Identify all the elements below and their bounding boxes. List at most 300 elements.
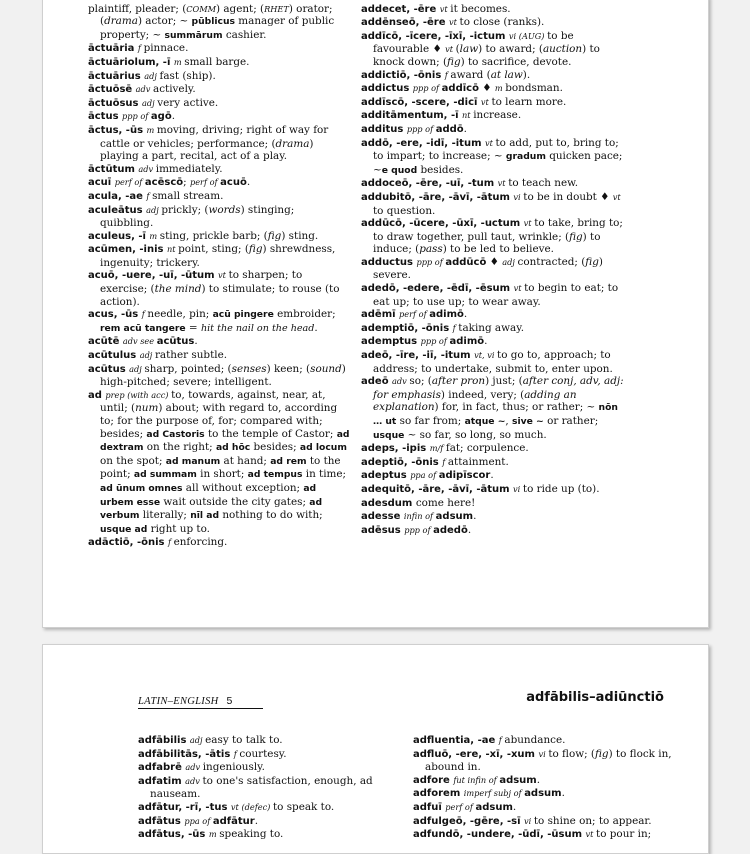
headword: addubitō, -āre, -āvī, -ātum xyxy=(361,191,514,203)
entry-text: f xyxy=(146,190,153,201)
entry-text: vi xyxy=(513,483,523,494)
entry-text: m xyxy=(146,124,157,135)
headword: adfulgeō, -gēre, -sī xyxy=(413,815,524,827)
entry-text: award ( xyxy=(450,68,491,81)
headword: adāctiō, -ōnis xyxy=(88,537,168,549)
headword: adedō xyxy=(433,524,468,536)
headword: addictus xyxy=(361,83,413,95)
entry-text: sharp, pointed; ( xyxy=(144,362,232,375)
entry-text: cashier. xyxy=(222,28,267,41)
entry-text: . xyxy=(484,335,488,348)
entry-text: acū pingere xyxy=(212,309,274,321)
entry-text: f xyxy=(442,456,448,467)
entry-text: fig xyxy=(585,255,599,268)
headword: āctus, -ūs xyxy=(88,124,147,136)
dictionary-entry xyxy=(361,256,626,282)
entry-text: ad Castoris xyxy=(146,428,205,440)
entry-text: ♦ xyxy=(486,255,503,268)
entry-text xyxy=(443,0,446,1)
dictionary-entry xyxy=(88,204,350,230)
entry-text: on the right; xyxy=(143,441,216,454)
dictionary-entry xyxy=(361,322,626,336)
headword: additus xyxy=(361,123,407,135)
headword: acūtulus xyxy=(88,350,140,362)
entry-text: law xyxy=(459,43,479,56)
entry-text: adj xyxy=(502,256,518,267)
dictionary-entry xyxy=(88,70,350,84)
entry-text: ) high-pitched; severe; intelligent. xyxy=(100,362,346,389)
dictionary-page-5 xyxy=(42,644,709,854)
dictionary-entry xyxy=(361,497,626,511)
headword: adfore xyxy=(413,774,454,786)
entry-text: ) to knock down; ( xyxy=(373,43,600,68)
headword: ademptus xyxy=(361,336,421,348)
entry-text: after conj, adv, adj: for emphasis xyxy=(373,375,624,401)
headword: acūtē xyxy=(88,336,123,348)
headword: addīscō, -scere, -dicī xyxy=(361,96,481,108)
headword: additāmentum, -ī xyxy=(361,110,463,122)
entry-text: moving, driving; right of way for cattle or vehicles; performance; ( xyxy=(100,123,329,150)
entry-text: to be favourable ♦ xyxy=(373,29,574,56)
headword: adsum xyxy=(435,511,474,523)
entry-text: ad dextram xyxy=(100,428,350,454)
entry-text: in time; xyxy=(302,468,347,481)
dictionary-entry xyxy=(361,335,626,349)
dictionary-entry xyxy=(138,734,398,748)
headword: adfundō, -undere, -ūdī, -ūsum xyxy=(413,829,586,841)
entry-text: wait outside the city gates; xyxy=(160,495,310,508)
dictionary-entry xyxy=(138,761,398,775)
dictionary-entry xyxy=(413,734,683,748)
entry-text: , xyxy=(505,415,513,427)
headword: adforem xyxy=(413,788,464,800)
entry-text: increase. xyxy=(473,109,522,122)
headword: āctuōsē xyxy=(88,84,136,96)
entry-text: perf of xyxy=(114,177,145,188)
entry-text: ) playing a part, recital, act of a play. xyxy=(100,137,314,163)
running-head-guide-words: adfābilis–adiūnctiō xyxy=(526,690,664,705)
entry-text: words xyxy=(208,203,241,216)
dictionary-entry xyxy=(88,42,350,56)
dictionary-entry xyxy=(88,243,350,269)
entry-text: abundance. xyxy=(504,734,566,746)
right-column xyxy=(413,734,683,842)
entry-text: vt (defec) xyxy=(230,801,273,812)
dictionary-entry xyxy=(361,16,626,30)
entry-text: adj xyxy=(144,70,160,81)
dictionary-entry xyxy=(361,123,626,137)
entry-text: ad verbum xyxy=(100,496,323,522)
dictionary-entry xyxy=(361,69,626,83)
entry-text: vt xyxy=(448,17,460,28)
headword: adfuī xyxy=(413,801,446,813)
entry-text: f xyxy=(141,309,148,320)
entry-text: ) severe. xyxy=(373,255,603,282)
entry-text: ; xyxy=(183,176,190,189)
entry-text xyxy=(283,0,287,1)
entry-text: the mind xyxy=(154,283,202,296)
entry-text: vt xyxy=(612,191,621,202)
dictionary-entry xyxy=(88,83,350,97)
headword: acūmen, -inis xyxy=(88,244,167,256)
entry-text: to flow; ( xyxy=(548,747,595,760)
entry-text: ppp of xyxy=(420,336,450,347)
entry-text: usque xyxy=(373,429,405,441)
entry-text: adv xyxy=(135,84,154,95)
entry-text: m/f xyxy=(429,443,446,454)
left-column xyxy=(138,734,398,842)
entry-text: m xyxy=(149,230,160,241)
headword xyxy=(420,0,443,1)
entry-text: in short; xyxy=(196,468,248,481)
dictionary-entry xyxy=(361,109,626,123)
dictionary-page-4 xyxy=(42,0,709,628)
entry-text: rem acū tangere xyxy=(100,322,186,334)
headword: adipīscor xyxy=(438,470,491,482)
entry-text: f xyxy=(233,748,240,759)
dictionary-entry xyxy=(88,536,350,550)
entry-text: ad ūnum omnes xyxy=(100,482,183,494)
headword: adfluō, -ere, -xī, -xum xyxy=(413,748,539,760)
entry-text: very active. xyxy=(157,96,219,109)
entry-text: ♦ xyxy=(478,82,495,95)
entry-text: vt xyxy=(445,44,456,55)
entry-text: to one's satisfaction, enough, ad nauseam. xyxy=(150,774,373,801)
headword: aculeus, -ī xyxy=(88,230,150,242)
headword: addūcō, -ūcere, -ūxī, -uctum xyxy=(361,218,524,230)
headword: āctūtum xyxy=(88,163,139,175)
entry-text: ppp of xyxy=(412,83,442,94)
entry-text: summārum xyxy=(164,29,223,41)
headword: adfluentia, -ae xyxy=(413,735,499,746)
entry-text: . xyxy=(536,773,541,786)
entry-text: . xyxy=(490,469,494,482)
entry-text: besides. xyxy=(417,163,464,176)
headword: acuō xyxy=(220,177,247,189)
headword: acus, -ūs xyxy=(88,309,142,321)
entry-text: easy to talk to. xyxy=(205,734,283,746)
dictionary-entry xyxy=(88,176,350,190)
entry-text: fig xyxy=(248,243,263,256)
entry-text: adv see xyxy=(122,336,157,347)
headword: āctuōsus xyxy=(88,97,142,109)
dictionary-entry xyxy=(138,815,398,829)
headword: addoceō, -ēre, -uī, -tum xyxy=(361,178,498,190)
entry-text: vi xyxy=(513,191,524,202)
entry-text: perf of xyxy=(399,309,430,320)
entry-text: ad summam xyxy=(133,469,197,481)
entry-text: ppp of xyxy=(406,123,436,134)
headword xyxy=(88,0,152,1)
entry-text: needle, pin; xyxy=(147,308,213,321)
entry-text: nt xyxy=(462,110,474,121)
entry-text: it becomes. xyxy=(450,2,511,15)
entry-text: . xyxy=(194,335,198,348)
entry-text: adj xyxy=(146,204,162,215)
entry-text: adj xyxy=(129,363,145,374)
headword: āctus xyxy=(88,111,123,123)
entry-text xyxy=(162,0,264,1)
entry-text: pūblicus xyxy=(191,16,235,28)
page-number: 5 xyxy=(226,695,233,707)
entry-text: . xyxy=(463,122,467,135)
headword: adesse xyxy=(361,511,404,523)
dictionary-entry xyxy=(88,124,350,163)
dictionary-entry xyxy=(361,510,626,524)
headword: addō, -ere, -idī, -itum xyxy=(361,137,485,149)
dictionary-entry xyxy=(88,163,350,177)
entry-text: to, towards, against, near, at, until; ( xyxy=(100,388,326,415)
entry-text: ppa of xyxy=(184,815,213,826)
dictionary-entry xyxy=(361,442,626,456)
dictionary-entry xyxy=(88,190,350,204)
entry-text: vt xyxy=(480,96,492,107)
headword: acula, -ae xyxy=(88,190,147,202)
entry-text: m xyxy=(208,829,220,840)
entry-text: right up to. xyxy=(147,522,210,535)
entry-text: ) agent; ( xyxy=(216,2,265,15)
entry-text: senses xyxy=(231,362,267,375)
headword: acuī xyxy=(88,177,115,189)
entry-text: m xyxy=(494,83,506,94)
entry-text: vt xyxy=(523,218,535,229)
headword: addēnseō, -ēre xyxy=(361,17,449,29)
dictionary-entry xyxy=(413,815,683,829)
entry-text: bondsman. xyxy=(505,82,563,95)
entry-text: at law xyxy=(490,68,523,81)
entry-text: nt xyxy=(166,244,179,255)
entry-text: ) shrewdness, ingenuity; trickery. xyxy=(100,243,336,269)
entry-text: to teach new. xyxy=(508,177,579,190)
entry-text: drama xyxy=(104,15,138,28)
headword: adeō, -īre, -iī, -itum xyxy=(361,350,475,362)
headword: adimō xyxy=(449,336,485,348)
headword: adfātur xyxy=(212,815,255,827)
entry-text: speaking to. xyxy=(219,828,284,841)
entry-text: ) to flock in, abound in. xyxy=(425,747,672,774)
entry-text: or rather; xyxy=(543,415,599,427)
entry-text: quicken pace; ~ xyxy=(373,150,623,176)
entry-text: ) stinging; quibbling. xyxy=(100,203,295,230)
entry-text: to the point; xyxy=(100,454,341,481)
entry-text: embroider; xyxy=(273,308,336,321)
dictionary-entry xyxy=(88,349,350,363)
entry-text: small barge. xyxy=(184,55,250,68)
headword: addictiō, -ōnis xyxy=(361,69,445,81)
dictionary-entry xyxy=(361,3,626,17)
dictionary-entry xyxy=(138,828,398,842)
entry-text: sive ~ xyxy=(512,416,544,427)
entry-text: COMM xyxy=(186,3,216,14)
entry-text: imperf subj of xyxy=(463,788,525,799)
dictionary-entry xyxy=(361,217,626,256)
entry-text: pinnace. xyxy=(143,42,189,55)
entry-text: on the spot; xyxy=(100,454,166,467)
entry-text: to go to, approach; to address; to undertake, submit to, enter upon. xyxy=(373,349,613,375)
entry-text: f xyxy=(444,69,451,80)
entry-text: to take, bring to; to draw together, pull taut, wrinkle; ( xyxy=(373,217,623,243)
headword: acuō, -uere, -uī, -ūtum xyxy=(88,270,219,282)
headword: adēmī xyxy=(361,309,400,321)
entry-text: manager of public property; ~ xyxy=(100,15,335,41)
headword: adeptiō, -ōnis xyxy=(361,456,443,468)
entry-text: to close (ranks). xyxy=(459,16,545,29)
entry-text: fut infin of xyxy=(453,774,500,785)
entry-text: m xyxy=(173,56,185,67)
entry-text: . xyxy=(246,176,251,189)
entry-text: ad urbem esse xyxy=(100,482,317,508)
headword: adimō xyxy=(429,309,464,321)
entry-text: ppa of xyxy=(410,470,439,481)
entry-text: ) for, in fact, thus; or rather; ~ xyxy=(434,401,599,414)
entry-text: ppp of xyxy=(404,524,434,535)
left-column xyxy=(88,0,350,550)
dictionary-entry xyxy=(361,524,626,538)
entry-text: to pour in; xyxy=(596,828,652,841)
entry-text: adj xyxy=(139,350,155,361)
headword: adeps, -ipis xyxy=(361,443,430,455)
entry-text: to add, put to, bring to; to impart; to increase; ~ xyxy=(373,136,619,163)
entry-text: pass xyxy=(419,243,443,256)
entry-text: to ride up (to). xyxy=(522,482,600,495)
entry-text: vi xyxy=(524,815,534,826)
headword: adesdum xyxy=(361,497,416,509)
entry-text: ad tempus xyxy=(247,469,303,481)
entry-text: infin of xyxy=(403,511,436,522)
entry-text: . xyxy=(254,814,259,827)
headword: adeō xyxy=(361,376,393,388)
entry-text: ~ so far, so long, so much. xyxy=(404,428,547,441)
entry-text: fig xyxy=(594,747,609,760)
entry-text: adding an explanation xyxy=(373,388,577,414)
entry-text: . xyxy=(314,321,318,334)
entry-text: vi (AUG) xyxy=(508,30,548,41)
entry-text: e quod xyxy=(381,164,418,176)
entry-text: to be in doubt ♦ xyxy=(523,190,613,203)
dictionary-entry xyxy=(413,787,683,801)
dictionary-entry xyxy=(361,308,626,322)
entry-text: to sharpen; to exercise; ( xyxy=(100,269,303,296)
entry-text: . xyxy=(463,308,468,321)
headword: adequitō, -āre, -āvī, -ātum xyxy=(361,483,514,495)
dictionary-entry xyxy=(88,308,350,335)
entry-text: vi xyxy=(538,748,549,759)
entry-text xyxy=(264,0,282,1)
entry-text: ( xyxy=(455,43,460,56)
dictionary-entry xyxy=(361,483,626,497)
dictionary-entry xyxy=(138,775,398,801)
entry-text: usque ad xyxy=(100,523,148,535)
headword: āctuārius xyxy=(88,70,145,82)
entry-text: vt xyxy=(484,137,496,148)
entry-text: fast (ship). xyxy=(159,69,216,82)
entry-text: vt xyxy=(497,178,509,189)
entry-text: f xyxy=(167,537,174,548)
entry-text: to question. xyxy=(373,204,436,217)
entry-text: fig xyxy=(447,55,461,68)
entry-text: ) to be led to believe. xyxy=(442,243,554,256)
headword: aculeātus xyxy=(88,204,147,216)
running-head-section xyxy=(138,695,263,709)
entry-text: ) to sacrifice, devote. xyxy=(460,55,572,68)
dictionary-entry xyxy=(413,774,683,788)
entry-text: sting, prickle barb; ( xyxy=(159,229,268,242)
dictionary-entry xyxy=(361,191,626,217)
entry-text: ) keen; ( xyxy=(266,362,311,375)
entry-text: ). xyxy=(522,68,531,81)
entry-text: drama xyxy=(275,137,310,150)
dictionary-entry xyxy=(88,110,350,124)
headword: adfābilitās, -ātis xyxy=(138,748,234,760)
entry-text: so far from; xyxy=(396,415,465,427)
dictionary-entry xyxy=(88,269,350,308)
headword: adfātus, -ūs xyxy=(138,829,209,841)
entry-text: adv xyxy=(185,762,203,773)
entry-text: . xyxy=(512,800,517,813)
entry-text: so; ( xyxy=(409,375,432,388)
entry-text: fig xyxy=(569,230,583,243)
entry-text: attainment. xyxy=(447,455,509,468)
entry-text: vt xyxy=(218,270,229,281)
entry-text: prickly; ( xyxy=(161,203,209,216)
headword: adsum xyxy=(499,774,537,786)
dictionary-entry xyxy=(88,97,350,111)
dictionary-entry xyxy=(88,389,350,537)
dictionary-entry xyxy=(361,375,626,442)
entry-text: vt xyxy=(439,3,451,14)
entry-text: auction xyxy=(542,43,583,56)
dictionary-entry xyxy=(138,748,398,762)
entry-text: . xyxy=(171,110,175,123)
entry-text: adv xyxy=(138,163,156,174)
headword: āctuāria xyxy=(88,43,138,55)
entry-text: ad locum xyxy=(299,442,347,454)
entry-text: nothing to do with; xyxy=(219,509,323,522)
headword: adfatim xyxy=(138,775,186,787)
entry-text: literally; xyxy=(139,509,191,522)
dictionary-entry xyxy=(361,137,626,178)
headword: ad xyxy=(88,389,106,401)
dictionary-entry xyxy=(413,828,683,842)
headword: adsum xyxy=(475,801,513,813)
entry-text: fig xyxy=(267,229,282,242)
entry-text: adv xyxy=(185,775,203,786)
entry-text: at hand; xyxy=(220,454,271,467)
entry-text: to begin to eat; to eat up; to use up; to wear away. xyxy=(373,282,619,308)
dictionary-entry xyxy=(88,363,350,389)
headword: adedō, -edere, -ēdī, -ēsum xyxy=(361,283,514,295)
entry-text: to speak to. xyxy=(272,800,335,813)
entry-text: actively. xyxy=(153,83,196,96)
entry-text: hit the nail on the head xyxy=(200,322,315,334)
headword: ademptiō, -ōnis xyxy=(361,322,453,334)
entry-text: ppp of xyxy=(416,256,446,267)
entry-text: courtesy. xyxy=(239,747,287,760)
entry-text: ) indeed, very; ( xyxy=(440,388,525,401)
dictionary-entry xyxy=(361,469,626,483)
dictionary-entry xyxy=(88,56,350,70)
entry-text: gradum xyxy=(505,151,546,163)
entry-text: besides; xyxy=(250,441,300,454)
dictionary-entry xyxy=(361,30,626,69)
entry-text: to the temple of Castor; xyxy=(204,427,337,440)
entry-text: rather subtle. xyxy=(154,349,228,362)
headword: adfātus xyxy=(138,815,185,827)
headword: addīcō xyxy=(441,83,479,95)
entry-text: small stream. xyxy=(152,189,224,202)
entry-text: point, sting; ( xyxy=(178,243,249,256)
entry-text: num xyxy=(135,402,159,415)
